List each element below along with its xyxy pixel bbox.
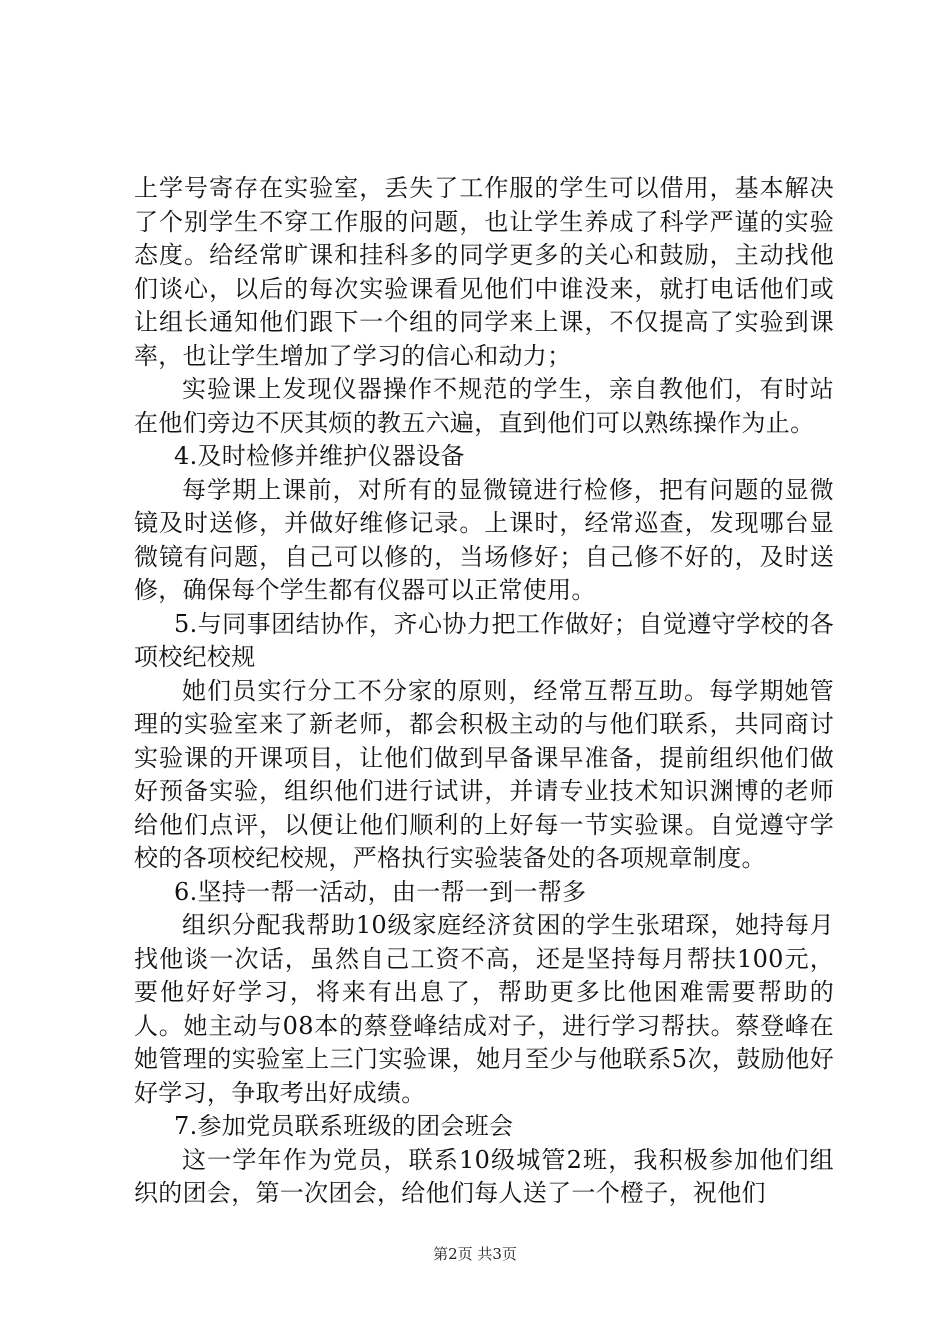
paragraph-mentoring: 组织分配我帮助10级家庭经济贫困的学生张珺琛，她持每月找他谈一次话，虽然自己工资不高，还是坚持每月帮扶100元，要他好好学习，将来有出息了，帮助更多比他困难需要帮助的人。她主动与08本的蔡登峰结成对子，进行学习帮扶。蔡登峰在她管理的实验室上三门实验课，她月至少与他联系5次，鼓励他好好学习，争取考出好成绩。 [134, 911, 834, 1107]
paragraph-microscope-maintenance: 每学期上课前，对所有的显微镜进行检修，把有问题的显微镜及时送修，并做好维修记录。上课时，经常巡查，发现哪台显微镜有问题，自己可以修的，当场修好；自己修不好的，及时送修，确保每个学生都有仪器可以正常使用。 [134, 475, 834, 604]
paragraph-teamwork: 她们员实行分工不分家的原则，经常互帮互助。每学期她管理的实验室来了新老师，都会积极主动的与他们联系，共同商讨实验课的开课项目，让他们做到早备课早准备，提前组织他们做好预备实验，组织他们进行试讲，并请专业技术知识渊博的老师给他们点评，以便让他们顺利的上好每一节实验课。自觉遵守学校的各项校纪校规，严格执行实验装备处的各项规章制度。 [134, 676, 834, 872]
section-heading-5: 5.与同事团结协作，齐心协力把工作做好；自觉遵守学校的各项校纪校规 [134, 609, 834, 671]
page-footer: 第2页 共3页 [433, 1245, 517, 1263]
section-heading-4: 4.及时检修并维护仪器设备 [174, 442, 465, 470]
paragraph-instrument-teaching: 实验课上发现仪器操作不规范的学生，亲自教他们，有时站在他们旁边不厌其烦的教五六遍，直到他们可以熟练操作为止。 [134, 375, 834, 437]
section-heading-7: 7.参加党员联系班级的团会班会 [174, 1112, 514, 1140]
section-heading-6: 6.坚持一帮一活动，由一帮一到一帮多 [174, 877, 587, 906]
document-body [134, 172, 834, 1211]
paragraph-lab-clothing: 上学号寄存在实验室，丢失了工作服的学生可以借用，基本解决了个别学生不穿工作服的问题，也让学生养成了科学严谨的实验态度。给经常旷课和挂科多的同学更多的关心和鼓励，主动找他们谈心，以后的每次实验课看见他们中谁没来，就打电话他们或让组长通知他们跟下一个组的同学来上课，不仅提高了实验到课率，也让学生增加了学习的信心和动力； [134, 174, 834, 370]
paragraph-party-activities: 这一学年作为党员，联系10级城管2班，我积极参加他们组织的团会，第一次团会，给他们每人送了一个橙子，祝他们 [134, 1145, 834, 1207]
